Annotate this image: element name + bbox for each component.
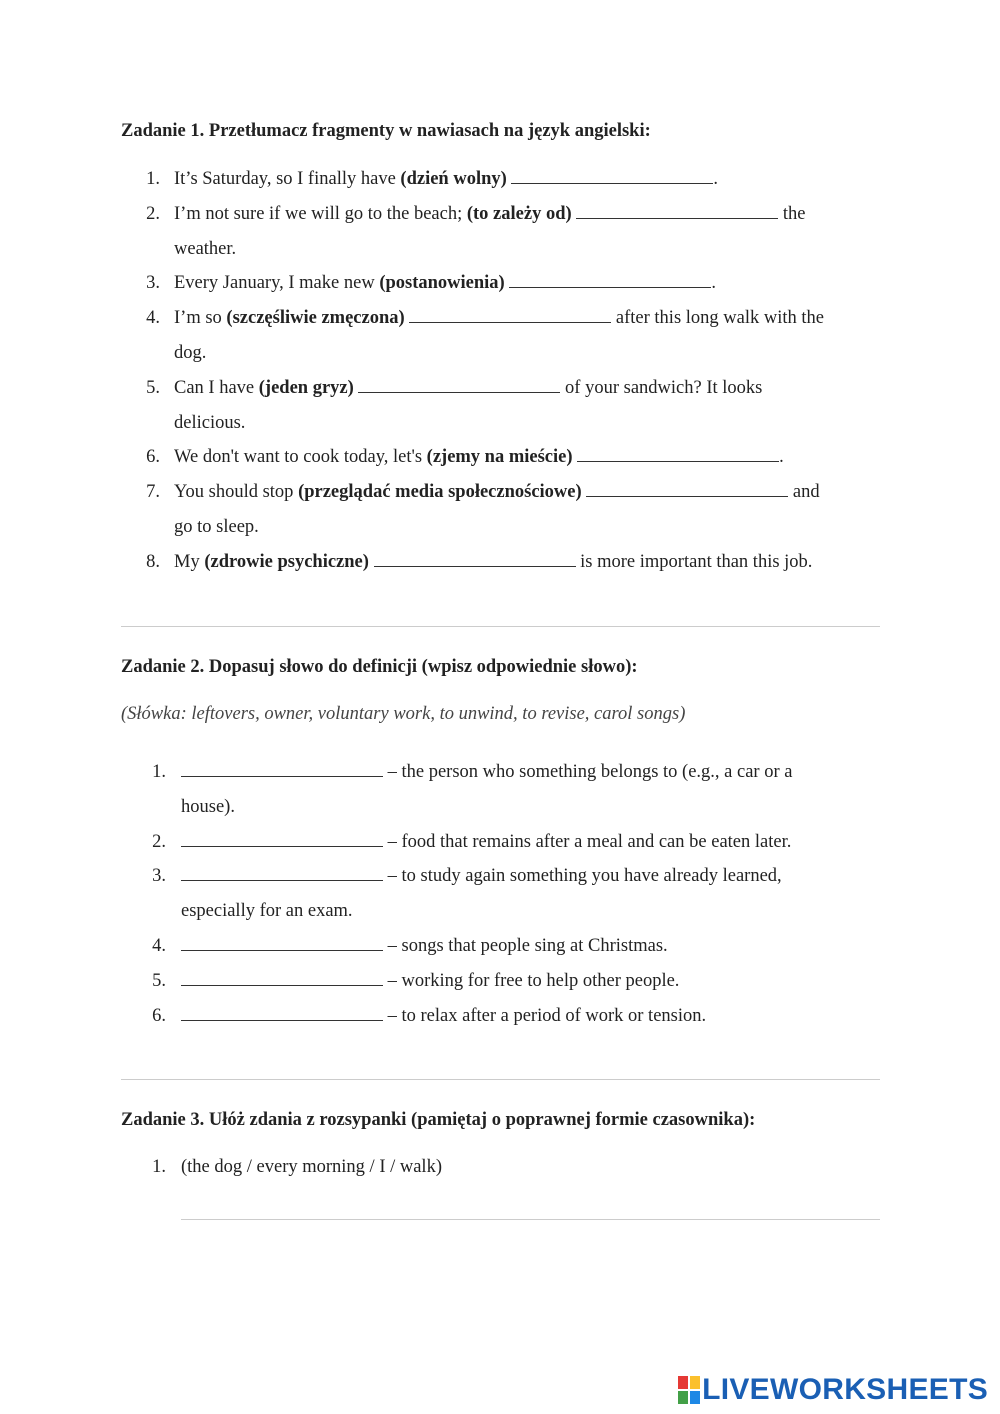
item-number: 7. [146,482,160,503]
answer-blank[interactable] [181,760,383,777]
item-text-continued: weather. [174,238,237,259]
item-number: 5. [146,377,160,398]
answer-blank[interactable] [181,864,383,881]
item-text: I’m not sure if we will go to the beach; [174,203,467,224]
definition-text-continued: especially for an exam. [181,901,353,922]
polish-phrase: (jeden gryz) [258,377,354,398]
item-text: is more important than this job. [575,551,813,572]
item-number: 3. [146,273,160,294]
polish-phrase: (przeglądać media społecznościowe) [298,482,582,503]
item-text-continued: go to sleep. [174,516,259,537]
answer-blank[interactable] [509,271,711,288]
definition-text: – songs that people sing at Christmas. [383,935,668,956]
item-text: Can I have [174,377,259,398]
answer-blank[interactable] [374,550,576,567]
task1-list [144,162,884,580]
item-number: 8. [146,551,160,572]
item-text: after this long walk with the [611,308,824,329]
definition-item [150,999,890,1034]
definition-item [150,859,890,929]
polish-phrase: (postanowienia) [379,273,505,294]
answer-blank[interactable] [586,480,788,497]
exercise-item [144,301,884,371]
logo-square [678,1376,688,1389]
item-text: . [713,169,719,189]
item-number: 2. [152,831,166,852]
definition-text: – to study again something you have already learned, [383,866,782,887]
item-text: of your sandwich? It looks [560,377,763,398]
item-number: 6. [146,447,160,468]
polish-phrase: (dzień wolny) [400,169,507,189]
task3-list [150,1150,890,1185]
item-number: 4. [152,935,166,956]
answer-blank[interactable] [181,969,383,986]
item-text: the [778,203,806,224]
section-divider [121,626,880,627]
task2-heading: Zadanie 2. Dopasuj słowo do definicji (wpisz odpowiednie słowo): [121,657,638,677]
definition-item [150,755,890,825]
item-text-continued: delicious. [174,412,246,433]
liveworksheets-logo [678,1374,988,1406]
answer-blank[interactable] [181,1004,383,1021]
definition-item [150,825,890,860]
item-number: 3. [152,866,166,887]
exercise-item [144,162,884,197]
liveworksheets-logo-icon [678,1376,700,1404]
brand-name: LIVEWORKSHEETS [702,1373,988,1406]
answer-blank[interactable] [511,167,713,184]
item-text: . [711,273,716,294]
scramble-item [150,1150,890,1185]
definition-text-continued: house). [181,796,235,817]
task1-heading: Zadanie 1. Przetłumacz fragmenty w nawiasach na język angielski: [121,121,651,141]
answer-blank[interactable] [358,376,560,393]
item-text-continued: dog. [174,342,207,363]
item-number: 1. [152,762,166,782]
polish-phrase: (szczęśliwie zmęczona) [226,308,405,329]
definition-item [150,929,890,964]
item-text: We don't want to cook today, let's [174,447,427,468]
item-number: 1. [146,169,160,189]
definition-item [150,964,890,999]
exercise-item [144,475,884,545]
item-number: 1. [152,1157,166,1177]
answer-blank[interactable] [181,830,383,847]
answer-blank[interactable] [409,306,611,323]
exercise-item [144,371,884,441]
answer-blank[interactable] [576,202,778,219]
item-text: It’s Saturday, so I finally have [174,169,401,189]
item-text: . [779,447,784,468]
item-text: My [174,551,205,572]
item-number: 4. [146,308,160,329]
polish-phrase: (to zależy od) [466,203,572,224]
logo-square [690,1376,700,1389]
item-text: and [788,482,820,503]
item-number: 5. [152,970,166,991]
task3-heading: Zadanie 3. Ułóż zdania z rozsypanki (pamiętaj o poprawnej formie czasownika): [121,1110,756,1130]
section-divider [121,1079,880,1080]
definition-text: – food that remains after a meal and can be eaten later. [383,831,792,852]
task2-list [150,755,890,1033]
exercise-item [144,545,884,580]
answer-blank[interactable] [577,445,779,462]
logo-square [690,1391,700,1404]
polish-phrase: (zjemy na mieście) [426,447,573,468]
definition-text: – working for free to help other people. [383,970,680,991]
exercise-item [144,440,884,475]
item-number: 6. [152,1005,166,1026]
scramble-words: (the dog / every morning / I / walk) [181,1157,442,1177]
definition-text: – to relax after a period of work or tension. [383,1005,707,1026]
answer-line[interactable] [181,1219,880,1220]
item-text: Every January, I make new [174,273,380,294]
task2-word-bank: (Słówka: leftovers, owner, voluntary work, to unwind, to revise, carol songs) [121,704,686,724]
item-text: You should stop [174,482,299,503]
polish-phrase: (zdrowie psychiczne) [204,551,369,572]
logo-square [678,1391,688,1404]
item-text: I’m so [174,308,227,329]
answer-blank[interactable] [181,934,383,951]
definition-text: – the person who something belongs to (e.g., a car or a [383,762,793,782]
exercise-item [144,266,884,301]
item-number: 2. [146,203,160,224]
exercise-item [144,197,884,267]
